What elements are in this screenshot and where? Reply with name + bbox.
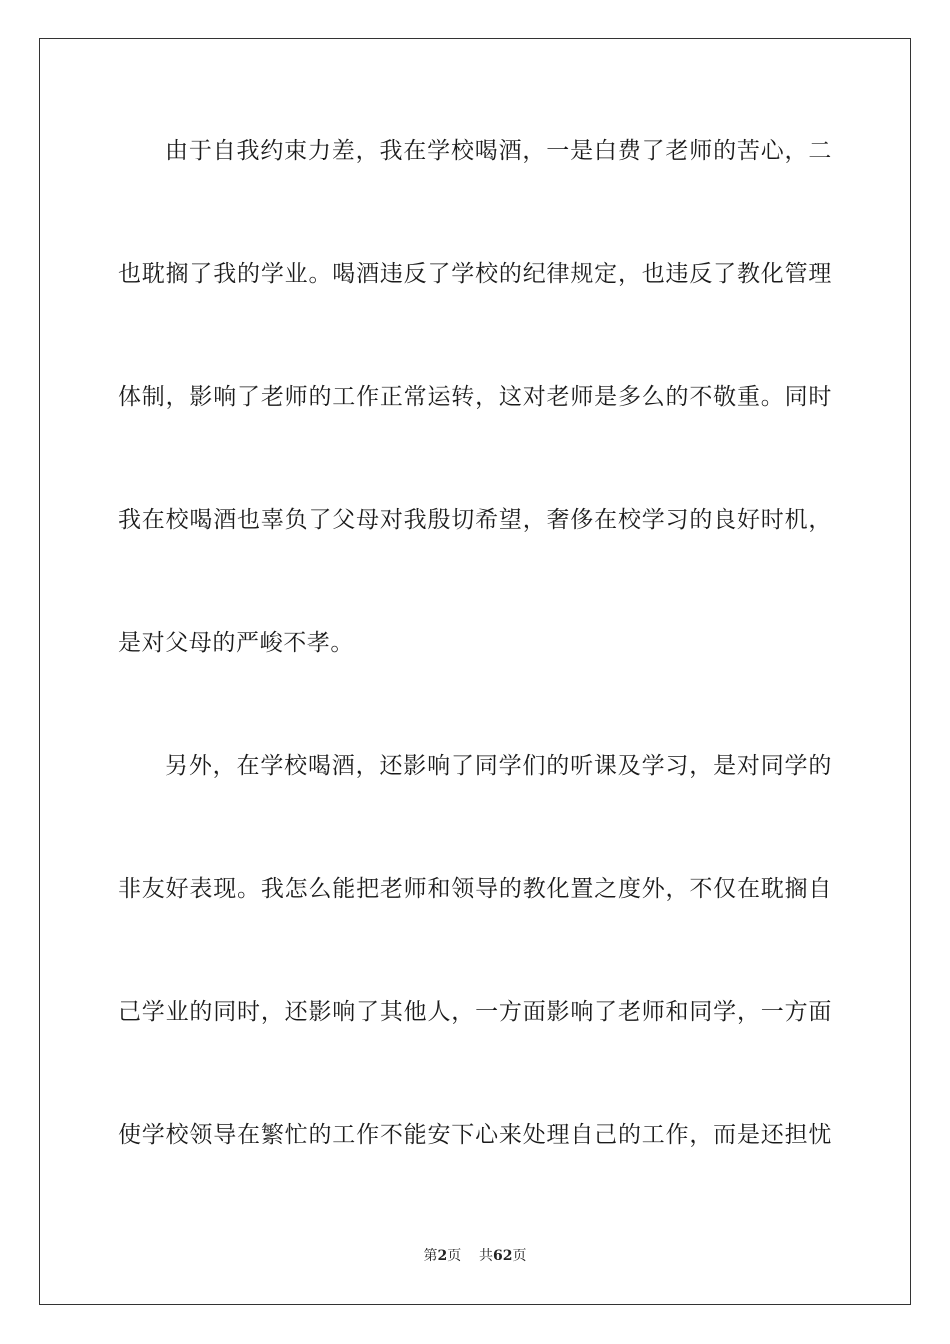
paragraph-2-line-3: 己学业的同时，还影响了其他人，一方面影响了老师和同学，一方面: [118, 999, 832, 1025]
paragraph-1-line-5: 是对父母的严峻不孝。: [118, 630, 354, 656]
footer-total-suffix: 页: [512, 1248, 527, 1264]
paragraph-1-line-4: 我在校喝酒也辜负了父母对我殷切希望，奢侈在校学习的良好时机，: [118, 507, 832, 533]
page-border: [39, 38, 911, 1305]
footer-page-suffix: 页: [447, 1248, 462, 1264]
paragraph-1-line-1: 由于自我约束力差，我在学校喝酒，一是白费了老师的苦心，二: [165, 138, 832, 164]
page-footer: [0, 1247, 950, 1265]
footer-total-pages: 62: [493, 1248, 513, 1264]
footer-total-prefix: 共: [479, 1248, 494, 1264]
paragraph-2-line-4: 使学校领导在繁忙的工作不能安下心来处理自己的工作，而是还担忧: [118, 1122, 832, 1148]
paragraph-2-line-1: 另外，在学校喝酒，还影响了同学们的听课及学习，是对同学的: [165, 753, 832, 779]
paragraph-2-line-2: 非友好表现。我怎么能把老师和领导的教化置之度外，不仅在耽搁自: [118, 876, 832, 902]
footer-page-prefix: 第: [423, 1248, 438, 1264]
paragraph-1-line-2: 也耽搁了我的学业。喝酒违反了学校的纪律规定，也违反了教化管理: [118, 261, 832, 287]
footer-page-number: 2: [437, 1248, 448, 1264]
paragraph-1-line-3: 体制，影响了老师的工作正常运转，这对老师是多么的不敬重。同时: [118, 384, 832, 410]
